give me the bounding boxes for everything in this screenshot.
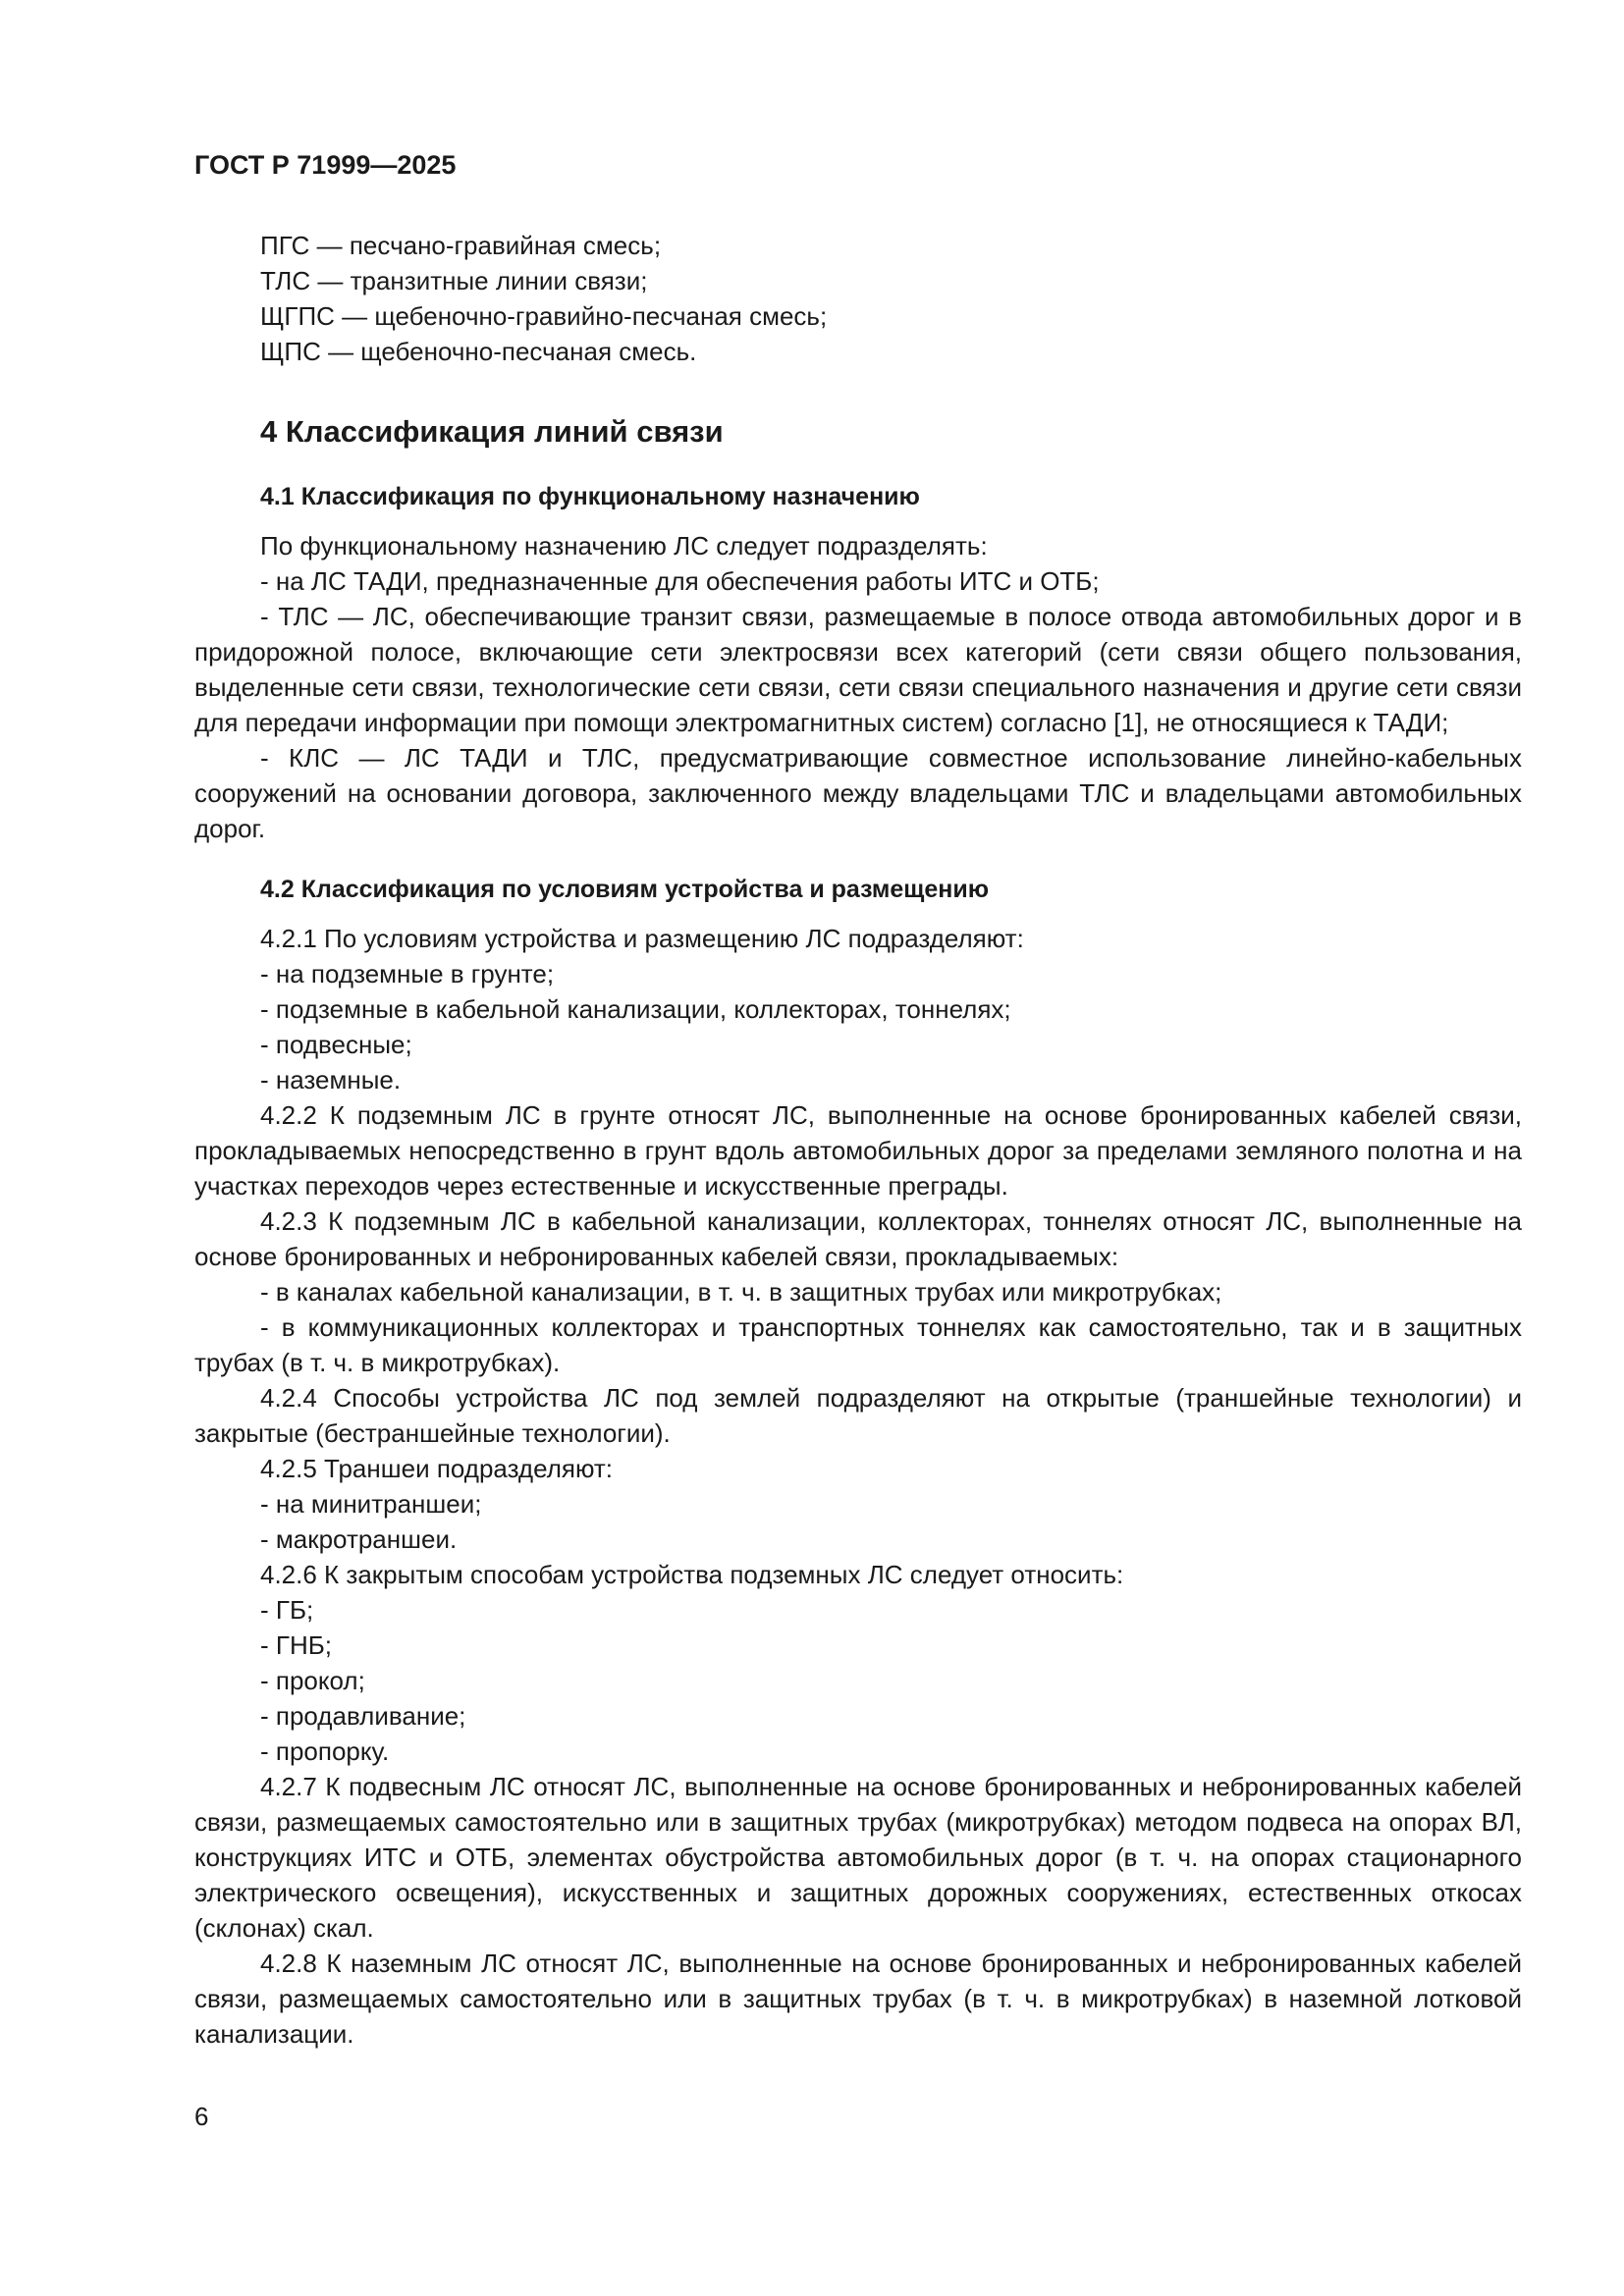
list-item: - наземные.	[260, 1065, 402, 1095]
document-page	[194, 147, 1522, 2052]
abbreviation-item: ПГС — песчано-гравийная смесь;	[260, 231, 662, 260]
list-item: - в коммуникационных коллекторах и транспортных тоннелях как самостоятельно, так и в защитных трубах (в т. ч. в микротрубках).	[194, 1312, 1522, 1377]
subsection-title: 4.2 Классификация по условиям устройства и размещению	[260, 876, 990, 903]
paragraph: 4.2.6 К закрытым способам устройства подземных ЛС следует относить:	[260, 1560, 1124, 1589]
list-item: - на минитраншеи;	[260, 1489, 482, 1519]
list-item: - ГБ;	[260, 1595, 314, 1625]
list-item: - продавливание;	[260, 1701, 466, 1731]
list-item: - прокол;	[260, 1666, 365, 1695]
abbreviation-item: ТЛС — транзитные линии связи;	[260, 266, 648, 295]
document-header: ГОСТ Р 71999—2025	[194, 150, 457, 180]
list-item: - пропорку.	[260, 1736, 390, 1766]
abbreviation-item: ЩПС — щебеночно-песчаная смесь.	[260, 337, 697, 366]
list-item: - подземные в кабельной канализации, коллекторах, тоннелях;	[260, 994, 1011, 1024]
list-item: - в каналах кабельной канализации, в т. ч. в защитных трубах или микротрубках;	[260, 1277, 1222, 1307]
paragraph: 4.2.8 К наземным ЛС относят ЛС, выполненные на основе бронированных и небронированных кабелей связи, размещаемых самостоятельно или в защитных трубах (в т. ч. в микротрубках) в наземной лотковой канализации.	[194, 1949, 1522, 2049]
list-item: - ГНБ;	[260, 1630, 333, 1660]
paragraph: 4.2.4 Способы устройства ЛС под землей подразделяют на открытые (траншейные технологии) и закрытые (бестраншейные технологии).	[194, 1383, 1522, 1448]
list-item: - КЛС — ЛС ТАДИ и ТЛС, предусматривающие совместное использование линейно-кабельных сооружений на основании договора, заключенного между владельцами ТЛС и владельцами автомобильных дорог.	[194, 743, 1522, 843]
subsection-title: 4.1 Классификация по функциональному назначению	[260, 483, 920, 510]
paragraph: 4.2.3 К подземным ЛС в кабельной канализации, коллекторах, тоннелях относят ЛС, выполненные на основе бронированных и небронированных кабелей связи, прокладываемых:	[194, 1206, 1522, 1271]
paragraph: 4.2.1 По условиям устройства и размещению ЛС подразделяют:	[260, 924, 1024, 953]
list-item: - макротраншеи.	[260, 1524, 458, 1554]
section-title: 4 Классификация линий связи	[260, 414, 724, 449]
list-item: - подвесные;	[260, 1030, 412, 1059]
list-item: - ТЛС — ЛС, обеспечивающие транзит связи, размещаемые в полосе отвода автомобильных дорог и в придорожной полосе, включающие сети электросвязи всех категорий (сети связи общего пользования, выделенные сети связи, технологические сети связи, сети связи специального назначения и другие сети связи для передачи информации при помощи электромагнитных систем) согласно [1], не относящиеся к ТАДИ;	[194, 602, 1522, 737]
paragraph: По функциональному назначению ЛС следует подразделять:	[260, 531, 988, 561]
list-item: - на подземные в грунте;	[260, 959, 555, 988]
abbreviation-list	[194, 228, 1522, 369]
paragraph: 4.2.5 Траншеи подразделяют:	[260, 1454, 614, 1483]
paragraph: 4.2.2 К подземным ЛС в грунте относят ЛС, выполненные на основе бронированных кабелей связи, прокладываемых непосредственно в грунт вдоль автомобильных дорог за пределами земляного полотна и на участках переходов через естественные и искусственные преграды.	[194, 1100, 1522, 1201]
page-number: 6	[194, 2102, 209, 2131]
abbreviation-item: ЩГПС — щебеночно-гравийно-песчаная смесь;	[260, 301, 828, 331]
list-item: - на ЛС ТАДИ, предназначенные для обеспечения работы ИТС и ОТБ;	[260, 566, 1100, 596]
paragraph: 4.2.7 К подвесным ЛС относят ЛС, выполненные на основе бронированных и небронированных кабелей связи, размещаемых самостоятельно или в защитных трубах (микротрубках) методом подвеса на опорах ВЛ, конструкциях ИТС и ОТБ, элементах обустройства автомобильных дорог (в т. ч. на опорах стационарного электрического освещения), искусственных и защитных дорожных сооружениях, естественных откосах (склонах) скал.	[194, 1772, 1522, 1943]
